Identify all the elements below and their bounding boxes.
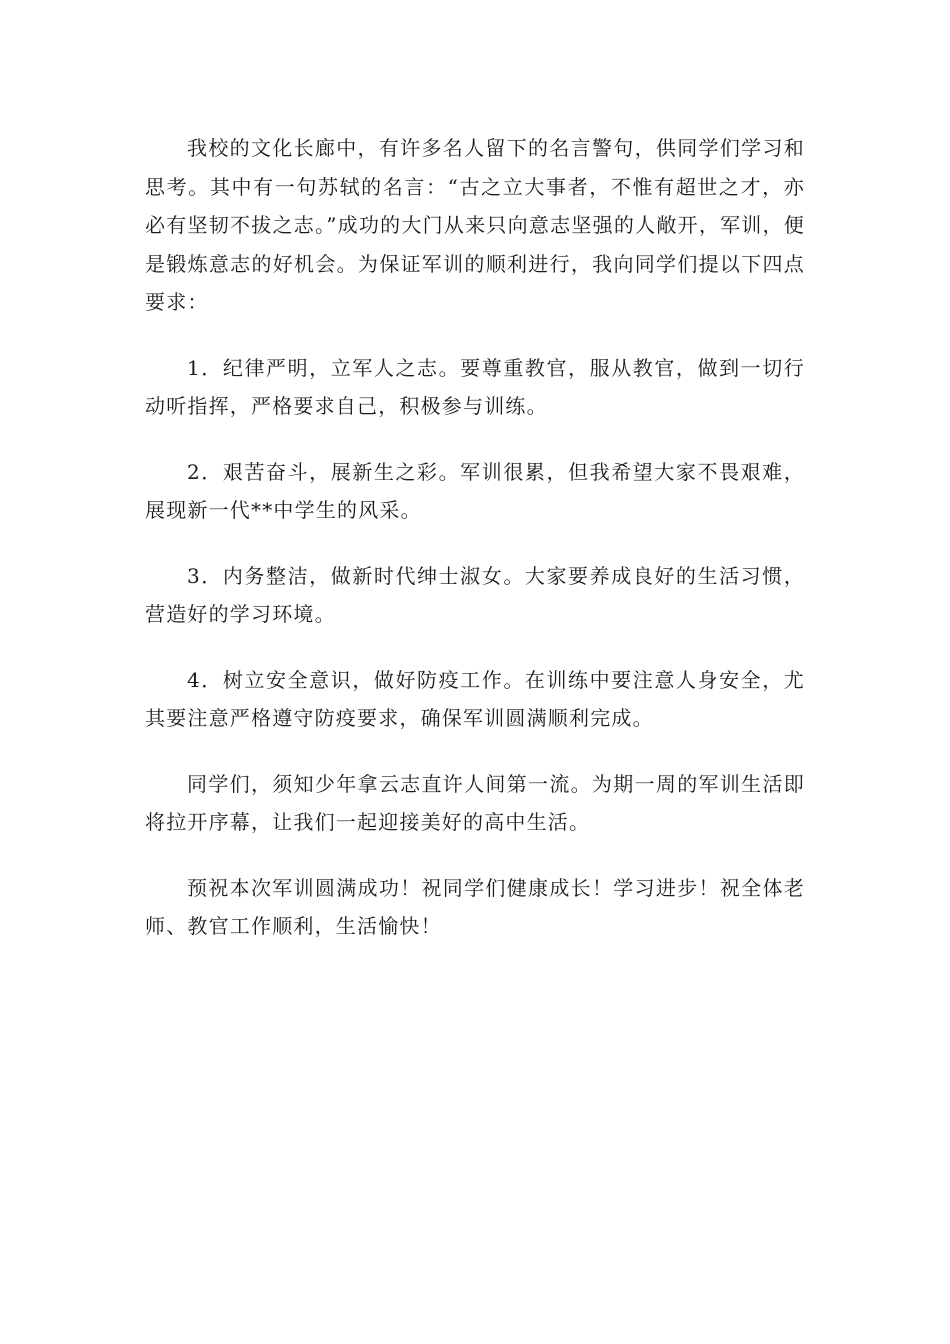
requirement-4-paragraph: 4．树立安全意识，做好防疫工作。在训练中要注意人身安全，尤其要注意严格遵守防疫要求，确保军训圆满顺利完成。 xyxy=(145,667,805,730)
closing-paragraph: 同学们，须知少年拿云志直许人间第一流。为期一周的军训生活即将拉开序幕，让我们一起迎接美好的高中生活。 xyxy=(145,771,805,834)
intro-paragraph: 我校的文化长廊中，有许多名人留下的名言警句，供同学们学习和思考。其中有一句苏轼的名言：“古之立大事者，不惟有超世之才，亦必有坚韧不拔之志。”成功的大门从来只向意志坚强的人敞开，军训，便是锻炼意志的好机会。为保证军训的顺利进行，我向同学们提以下四点要求： xyxy=(145,136,805,314)
wishes-paragraph: 预祝本次军训圆满成功！祝同学们健康成长！学习进步！祝全体老师、教官工作顺利，生活愉快！ xyxy=(145,875,805,938)
document-body xyxy=(145,129,805,973)
requirement-2-paragraph: 2．艰苦奋斗，展新生之彩。军训很累，但我希望大家不畏艰难，展现新一代**中学生的风采。 xyxy=(145,459,805,522)
requirement-1-paragraph: 1．纪律严明，立军人之志。要尊重教官，服从教官，做到一切行动听指挥，严格要求自己，积极参与训练。 xyxy=(145,355,805,418)
requirement-3-paragraph: 3．内务整洁，做新时代绅士淑女。大家要养成良好的生活习惯，营造好的学习环境。 xyxy=(145,563,805,626)
